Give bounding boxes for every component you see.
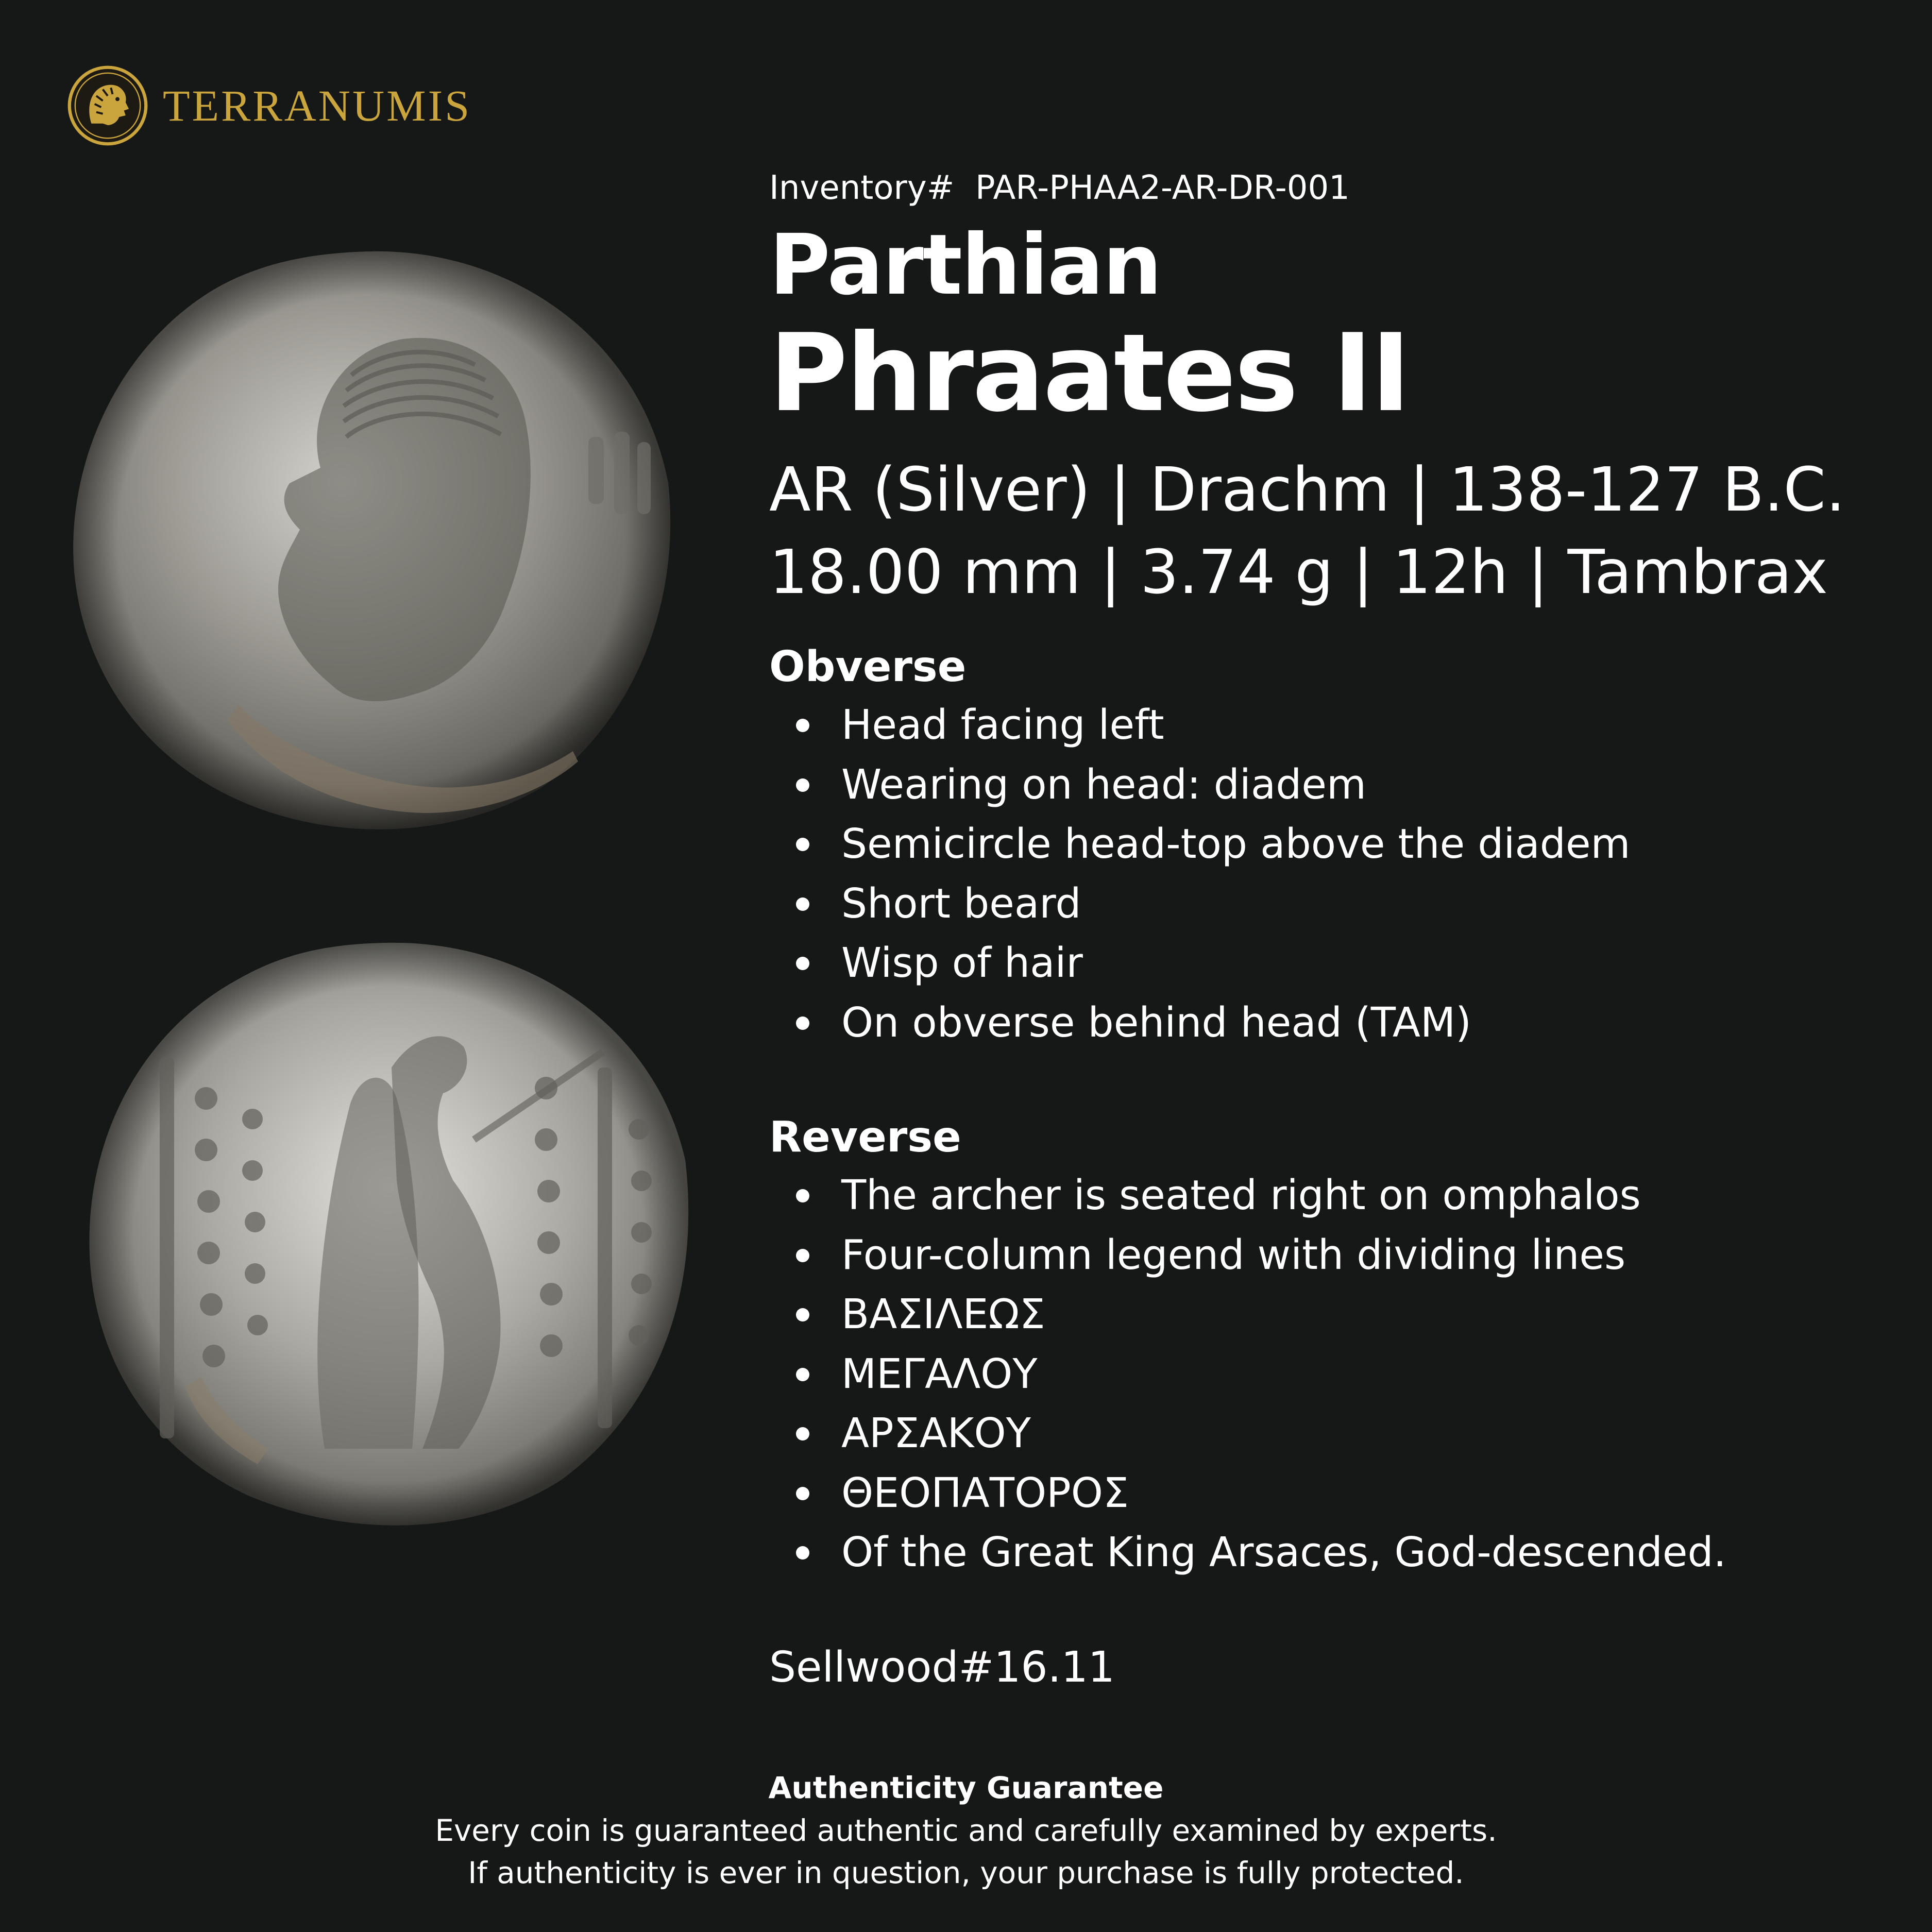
reverse-item: ΒΑΣΙΛΕΩΣ xyxy=(841,1285,1882,1345)
obverse-item: Head facing left xyxy=(841,696,1882,755)
reverse-heading: Reverse xyxy=(769,1113,961,1162)
reverse-item: ΘΕΟΠΑΤΟΡΟΣ xyxy=(841,1464,1882,1523)
coin-ruler: Phraates II xyxy=(769,311,1410,436)
reverse-item: Four-column legend with dividing lines xyxy=(841,1226,1882,1285)
obverse-list xyxy=(769,696,1882,1053)
coin-details xyxy=(769,165,1882,1696)
brand-logo[interactable] xyxy=(67,64,471,147)
obverse-coin-image xyxy=(63,241,679,843)
authenticity-guarantee xyxy=(0,1766,1932,1894)
obverse-item: On obverse behind head (TAM) xyxy=(841,993,1882,1053)
reverse-item: ΑΡΣΑΚΟΥ xyxy=(841,1404,1882,1464)
guarantee-line-1: Every coin is guaranteed authentic and carefully examined by experts. xyxy=(435,1813,1497,1848)
brand-name: TERRANUMIS xyxy=(163,81,472,130)
obverse-item: Wisp of hair xyxy=(841,934,1882,993)
obverse-item: Semicircle head-top above the diadem xyxy=(841,815,1882,874)
inventory-number: Inventory# PAR-PHAA2-AR-DR-001 xyxy=(769,169,1350,207)
reverse-item: The archer is seated right on omphalos xyxy=(841,1166,1882,1226)
coin-spec-metal-denomination-date: AR (Silver) | Drachm | 138-127 B.C. xyxy=(769,454,1845,525)
coin-spec-size-weight-axis-mint: 18.00 mm | 3.74 g | 12h | Tambrax xyxy=(769,536,1828,607)
reverse-coin-image xyxy=(82,934,697,1537)
reverse-list xyxy=(769,1166,1882,1583)
reverse-item: Of the Great King Arsaces, God-descended. xyxy=(841,1523,1882,1583)
guarantee-line-2: If authenticity is ever in question, your purchase is fully protected. xyxy=(468,1855,1464,1890)
guarantee-title: Authenticity Guarantee xyxy=(768,1770,1164,1805)
obverse-item: Wearing on head: diadem xyxy=(841,755,1882,815)
obverse-heading: Obverse xyxy=(769,642,967,691)
coin-culture: Parthian xyxy=(769,217,1161,314)
obverse-item: Short beard xyxy=(841,874,1882,934)
reverse-item: ΜΕΓΑΛΟΥ xyxy=(841,1345,1882,1404)
lion-head-icon xyxy=(67,65,148,146)
catalog-reference: Sellwood#16.11 xyxy=(769,1642,1115,1692)
